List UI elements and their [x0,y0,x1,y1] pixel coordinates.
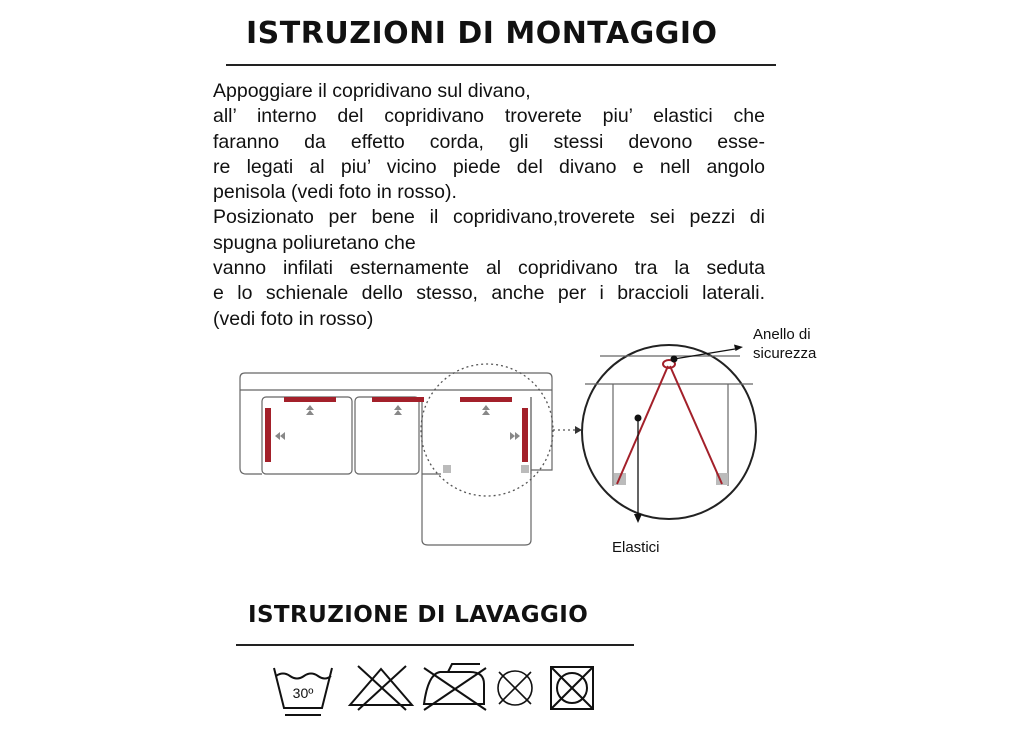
elastics-label: Elastici [612,539,660,556]
ring-label-line1: Anello di [753,326,811,343]
instruction-line: all’ interno del copridivano troverete piu’ elastici che [213,105,765,128]
washing-title: ISTRUZIONE DI LAVAGGIO [248,602,589,628]
instruction-line: (vedi foto in rosso) [213,307,374,330]
instruction-line: faranno da effetto corda, gli stessi devono esse- [213,130,765,153]
wash-temperature: 30º [292,685,314,701]
no-tumble-dry-icon [498,671,532,705]
instruction-line: e lo schienale dello stesso, anche per i braccioli laterali. [213,282,765,305]
no-bleach-icon [350,666,412,710]
ring-label-line2: sicurezza [753,345,817,362]
instruction-line: vanno infilati esternamente al copridivano tra la seduta [213,257,765,280]
instruction-line: Appoggiare il copridivano sul divano, [213,80,531,102]
instruction-line: penisola (vedi foto in rosso). [213,181,457,204]
no-dry-clean-icon [551,667,593,709]
instruction-line: re legati al piu’ vicino piede del divano e nell angolo [213,155,765,178]
instruction-line: Posizionato per bene il copridivano,troverete sei pezzi di [213,206,765,229]
assembly-title: ISTRUZIONI DI MONTAGGIO [246,16,718,51]
instruction-line: spugna poliuretano che [213,231,416,254]
no-iron-icon [424,664,486,710]
